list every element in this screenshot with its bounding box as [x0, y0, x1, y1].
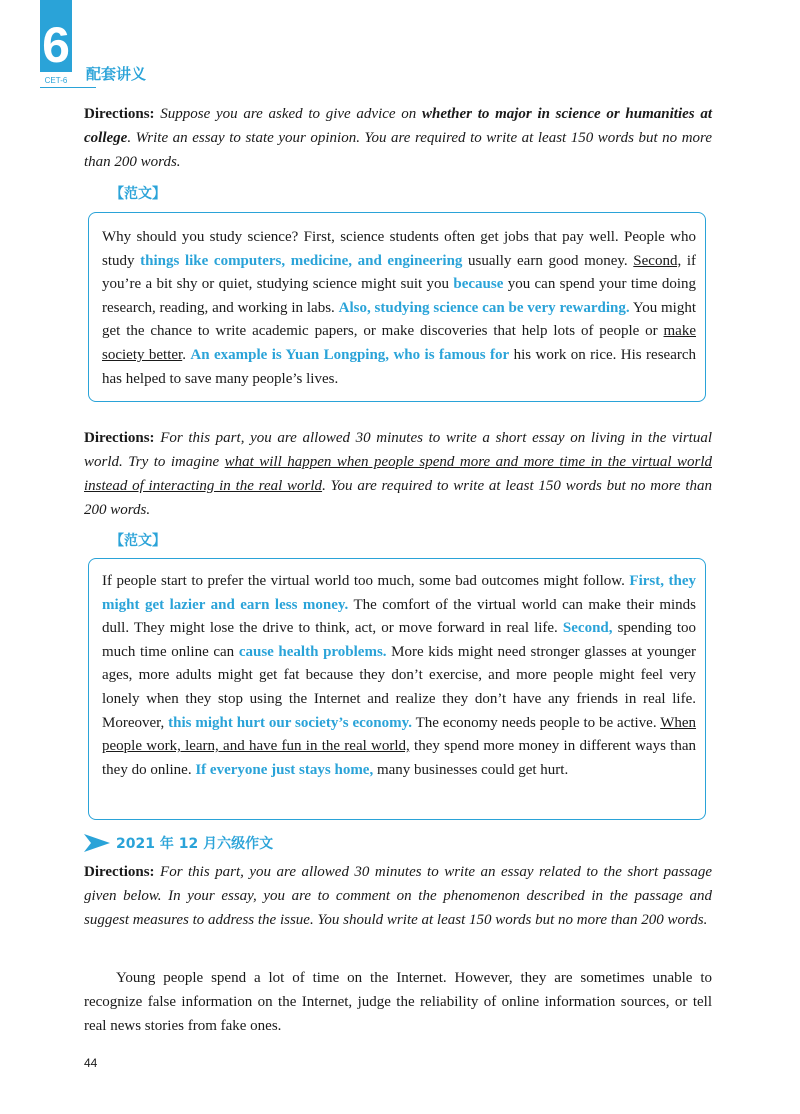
chapter-number: 6 — [42, 17, 70, 73]
directions-topic: whether to major in science or humanities at college — [84, 106, 712, 146]
directions-text: Suppose you are asked to give advice on — [160, 106, 422, 122]
directions-text: . Write an essay to state your opinion. You are required to write at least 150 words but no more than 200 words. — [84, 130, 712, 170]
arrow-icon — [84, 834, 110, 852]
directions-label: Directions: — [84, 106, 155, 122]
directions-text: . You are required to write at least 150 words but no more than 200 words. — [84, 478, 712, 518]
sample-essay-2: If people start to prefer the virtual world too much, some bad outcomes might follow. First, they might get lazier and earn less money. The comfort of the virtual world can make their minds dull. They might lose the drive to think, act, or move forward in real life. Second, spending too much time online can cause health problems. More kids might need stronger glasses at younger ages, more adults might get fat because they don’t exercise, and more people might feel very lonely when they stop using the Internet and realize they don’t have any friends in real life. Moreover, this might hurt our society’s economy. The economy needs people to be active. When people work, learn, and have fun in the real world, they spend more money in different ways than they do online. If everyone just stays home, many businesses could get hurt. — [102, 573, 697, 778]
directions-text: For this part, you are allowed 30 minutes to write an essay related to the short passage given below. In your essay, you are to comment on the phenomenon described in the passage and suggest measures to address the issue. You should write at least 150 words but no more than 200 words. — [84, 864, 712, 928]
sample-tag: 【范文】 — [110, 533, 166, 549]
section-title: 2021 年 12 月六级作文 — [116, 836, 274, 852]
page-number: 44 — [84, 1056, 98, 1070]
sample-essay-1: Why should you study science? First, science students often get jobs that pay well. People who study things like computers, medicine, and engineering usually earn good money. Second, if you’re a bit shy or quiet, studying science might suit you because you can spend your time doing research, reading, and working in labs. Also, studying science can be very rewarding. You might get the chance to write academic papers, or make discoveries that help lots of people or make society better. An example is Yuan Longping, who is famous for his work on rice. His research has helped to save many people’s lives. — [102, 229, 697, 387]
cet-label: CET-6 — [44, 76, 68, 85]
directions-label: Directions: — [84, 430, 155, 446]
sample-tag: 【范文】 — [110, 186, 166, 202]
task-passage: Young people spend a lot of time on the Internet. However, they are sometimes unable to recognize false information on the Internet, judge the reliability of online information sources, or tell real news stories from fake ones. — [84, 970, 712, 1034]
directions-2 — [84, 426, 712, 522]
directions-3 — [84, 860, 712, 932]
directions-text: For this part, you are allowed 30 minutes to write a short essay on living in the virtual world. Try to imagine — [84, 430, 712, 470]
header-divider — [40, 87, 96, 88]
directions-topic: what will happen when people spend more and more time in the virtual world instead of interacting in the real world — [84, 454, 712, 494]
directions-1 — [84, 102, 712, 174]
directions-label: Directions: — [84, 864, 155, 880]
header-title: 配套讲义 — [86, 65, 147, 83]
